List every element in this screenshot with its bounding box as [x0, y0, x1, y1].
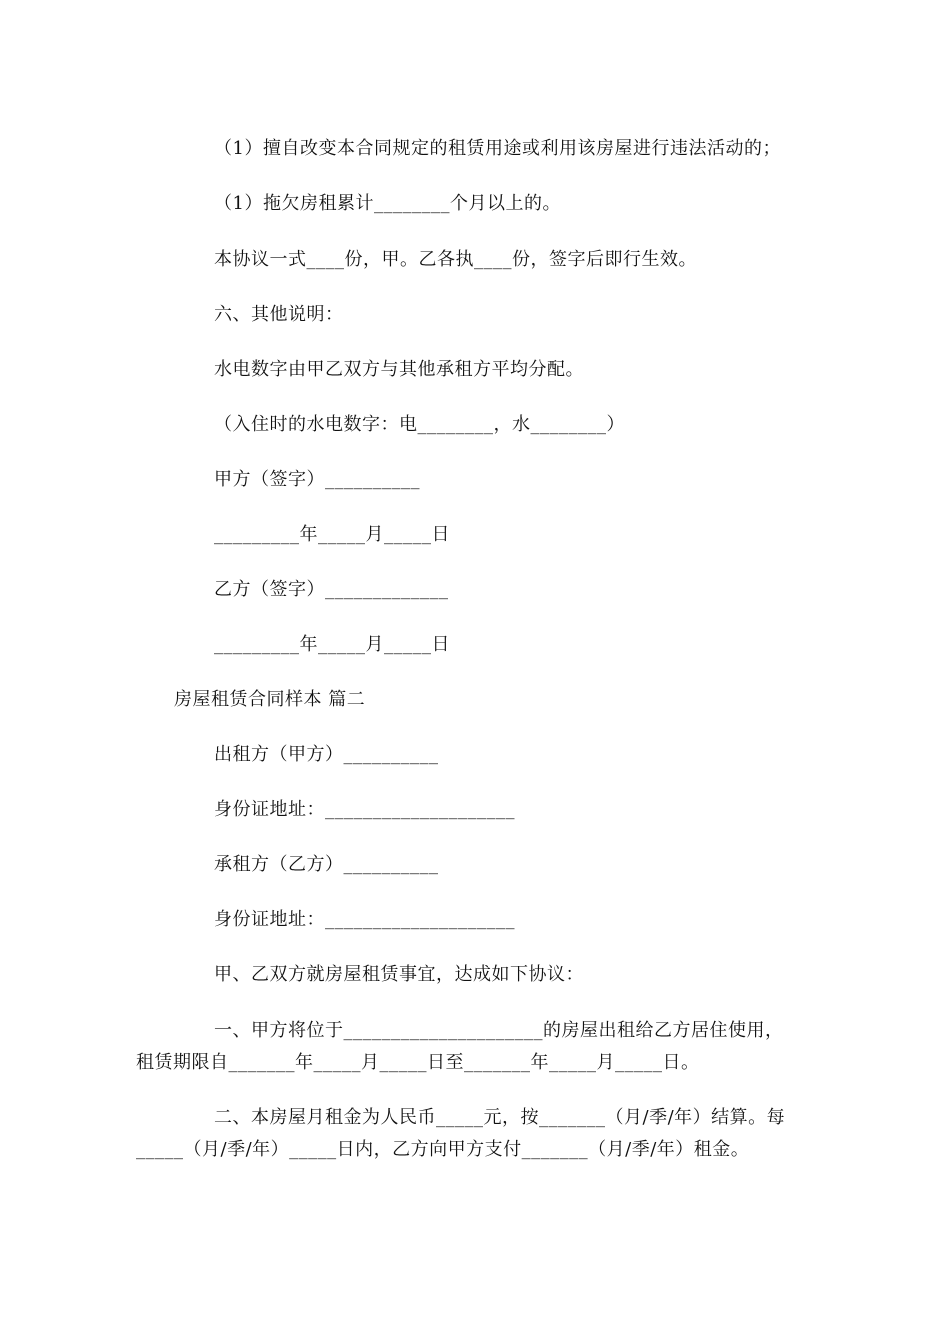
clause-line: 一、甲方将位于_____________________的房屋出租给乙方居住使用，	[214, 1020, 784, 1041]
party-line: 出租方（甲方）__________	[214, 744, 439, 765]
document-title: 房屋租赁合同样本 篇二	[174, 689, 366, 710]
date-line: _________年_____月_____日	[214, 524, 450, 545]
clause-line: _____（月/季/年）_____日内，乙方向甲方支付_______（月/季/年）租金。	[136, 1139, 750, 1160]
date-line: _________年_____月_____日	[214, 634, 450, 655]
clause-line: 二、本房屋月租金为人民币_____元，按_______（月/季/年）结算。每	[214, 1107, 786, 1128]
party-line: 承租方（乙方）__________	[214, 854, 439, 875]
party-line: 身份证地址：____________________	[214, 909, 515, 930]
signature-line: 乙方（签字）_____________	[214, 579, 449, 600]
clause-line: （入住时的水电数字：电________，水________）	[214, 414, 625, 435]
clause-line: （1）拖欠房租累计________个月以上的。	[214, 193, 561, 214]
section-heading: 六、其他说明：	[214, 304, 344, 325]
clause-line: 本协议一式____份，甲。乙各执____份，签字后即行生效。	[214, 249, 697, 270]
clause-line: 甲、乙双方就房屋租赁事宜，达成如下协议：	[214, 964, 584, 985]
signature-line: 甲方（签字）__________	[214, 469, 420, 490]
clause-line: 水电数字由甲乙双方与其他承租方平均分配。	[214, 359, 584, 380]
party-line: 身份证地址：____________________	[214, 799, 515, 820]
clause-line: （1）擅自改变本合同规定的租赁用途或利用该房屋进行违法活动的；	[214, 138, 781, 159]
clause-line: 租赁期限自_______年_____月_____日至_______年_____月_____日。	[136, 1052, 700, 1073]
